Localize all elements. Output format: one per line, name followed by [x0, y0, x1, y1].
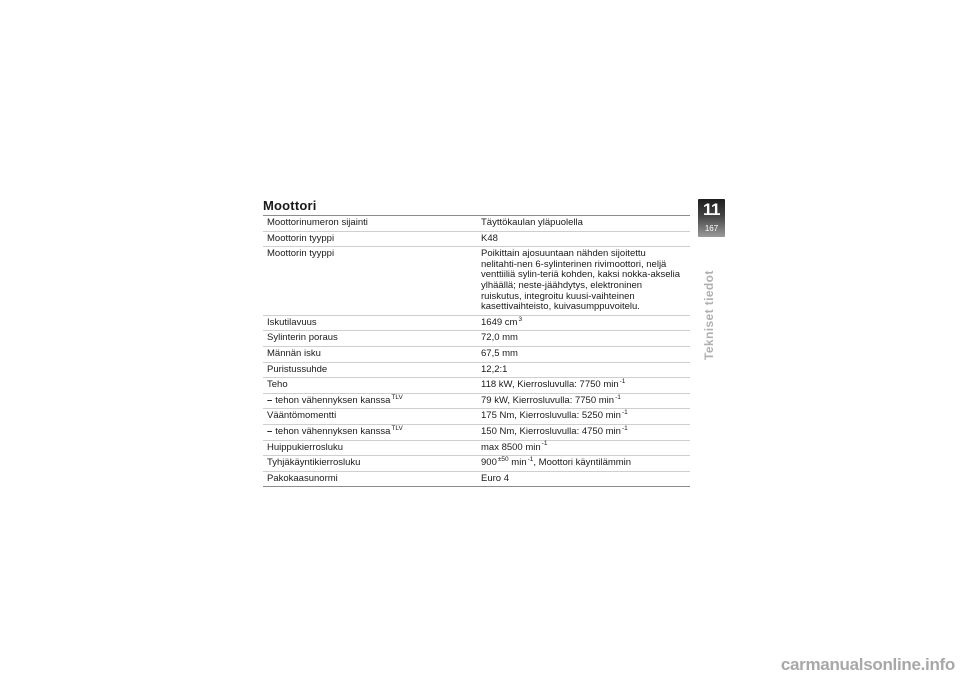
row-value-text: 12,2:1 — [481, 363, 508, 375]
row-label-text: tehon vähennyksen kanssa — [275, 394, 391, 406]
row-value-text: 72,0 mm — [481, 332, 518, 344]
row-label-text: Moottorin tyyppi — [267, 248, 335, 260]
row-label — [263, 232, 477, 247]
row-label-text: Huippukierrosluku — [267, 441, 344, 453]
value-superscript: -1 — [621, 409, 628, 417]
row-label-text: Iskutilavuus — [267, 316, 317, 328]
value-superscript: -1 — [527, 455, 534, 463]
dash-marker: – — [267, 394, 273, 406]
row-value-text: 79 kW, Kierrosluvulla: 7750 min — [481, 394, 615, 406]
value-superscript: -1 — [619, 377, 626, 385]
row-label — [263, 472, 477, 487]
row-label-text: tehon vähennyksen kanssa — [275, 425, 391, 437]
row-label-text: Pakokaasunormi — [267, 472, 338, 484]
row-value-text: Euro 4 — [481, 472, 509, 484]
value-superscript: ±50 — [497, 455, 509, 463]
row-label-text: Tyhjäkäyntikierrosluku — [267, 457, 361, 469]
row-value-text: , Moottori käyntilämmin — [533, 457, 632, 469]
row-label — [263, 425, 477, 440]
table-row — [263, 316, 690, 332]
value-superscript: 3 — [518, 315, 523, 323]
row-label — [263, 316, 477, 331]
table-row — [263, 409, 690, 425]
row-value — [477, 394, 690, 409]
chapter-number: 11 — [703, 200, 720, 219]
row-value — [477, 456, 690, 471]
row-value — [477, 331, 690, 346]
row-value — [477, 347, 690, 362]
table-row — [263, 216, 690, 232]
page-number: 167 — [704, 224, 719, 233]
row-label — [263, 216, 477, 231]
row-value-text: max 8500 min — [481, 441, 541, 453]
label-superscript: TLV — [391, 424, 403, 432]
row-value — [477, 232, 690, 247]
chapter-tab — [698, 199, 725, 237]
row-value-text: Poikittain ajosuuntaan nähden sijoitettu nelitahti-nen 6-sylinterinen rivimoottori, neljä venttiiliä sylin-teriä kohden, kaksi nokka-akselia ylhäällä; neste-jäähdytys, elektroninen ruiskutus, integroitu kuusi-vaihteinen kasettivaihteisto, kuivasumppuvoitelu. — [481, 248, 681, 313]
row-value-text: 1649 cm — [481, 316, 518, 328]
chapter-title: Tekniset tiedot — [702, 270, 716, 360]
row-value-text: 118 kW, Kierrosluvulla: 7750 min — [481, 379, 619, 391]
table-row — [263, 347, 690, 363]
row-label-text: Moottorinumeron sijainti — [267, 217, 368, 228]
row-label-text: Sylinterin poraus — [267, 332, 338, 344]
table-row — [263, 363, 690, 379]
row-label-text: Vääntömomentti — [267, 410, 337, 422]
row-value-text: 900 — [481, 457, 497, 469]
row-label — [263, 247, 477, 315]
row-label — [263, 441, 477, 456]
row-value — [477, 363, 690, 378]
value-superscript: -1 — [541, 440, 548, 448]
row-label — [263, 394, 477, 409]
row-value-text: Täyttökaulan yläpuolella — [481, 217, 583, 228]
row-label-text: Puristussuhde — [267, 363, 328, 375]
row-value — [477, 409, 690, 424]
label-superscript: TLV — [391, 393, 403, 401]
spec-table — [263, 215, 690, 487]
row-value — [477, 316, 690, 331]
row-label — [263, 456, 477, 471]
row-value-text: min — [508, 457, 527, 469]
table-row — [263, 472, 690, 487]
table-row — [263, 425, 690, 441]
table-row — [263, 378, 690, 394]
table-row — [263, 394, 690, 410]
value-superscript: -1 — [621, 424, 628, 432]
row-value-text: 67,5 mm — [481, 347, 518, 359]
value-superscript: -1 — [615, 393, 621, 401]
row-value — [477, 216, 690, 231]
row-label — [263, 378, 477, 393]
table-row — [263, 247, 690, 316]
row-value-text: K48 — [481, 232, 498, 244]
table-row — [263, 232, 690, 248]
row-label — [263, 331, 477, 346]
watermark: carmanualsonline.info — [780, 655, 955, 674]
row-label-text: Männän isku — [267, 347, 321, 359]
row-label — [263, 347, 477, 362]
row-value — [477, 472, 690, 487]
table-row — [263, 331, 690, 347]
table-row — [263, 441, 690, 457]
row-value — [477, 247, 690, 315]
row-value-text: 150 Nm, Kierrosluvulla: 4750 min — [481, 425, 621, 437]
row-label — [263, 409, 477, 424]
dash-marker: – — [267, 425, 273, 437]
section-title: Moottori — [263, 198, 317, 213]
row-label-text: Moottorin tyyppi — [267, 232, 335, 244]
row-label — [263, 363, 477, 378]
row-value — [477, 441, 690, 456]
row-label-text: Teho — [267, 379, 288, 391]
row-value — [477, 378, 690, 393]
row-value-text: 175 Nm, Kierrosluvulla: 5250 min — [481, 410, 621, 422]
row-value — [477, 425, 690, 440]
table-row — [263, 456, 690, 472]
